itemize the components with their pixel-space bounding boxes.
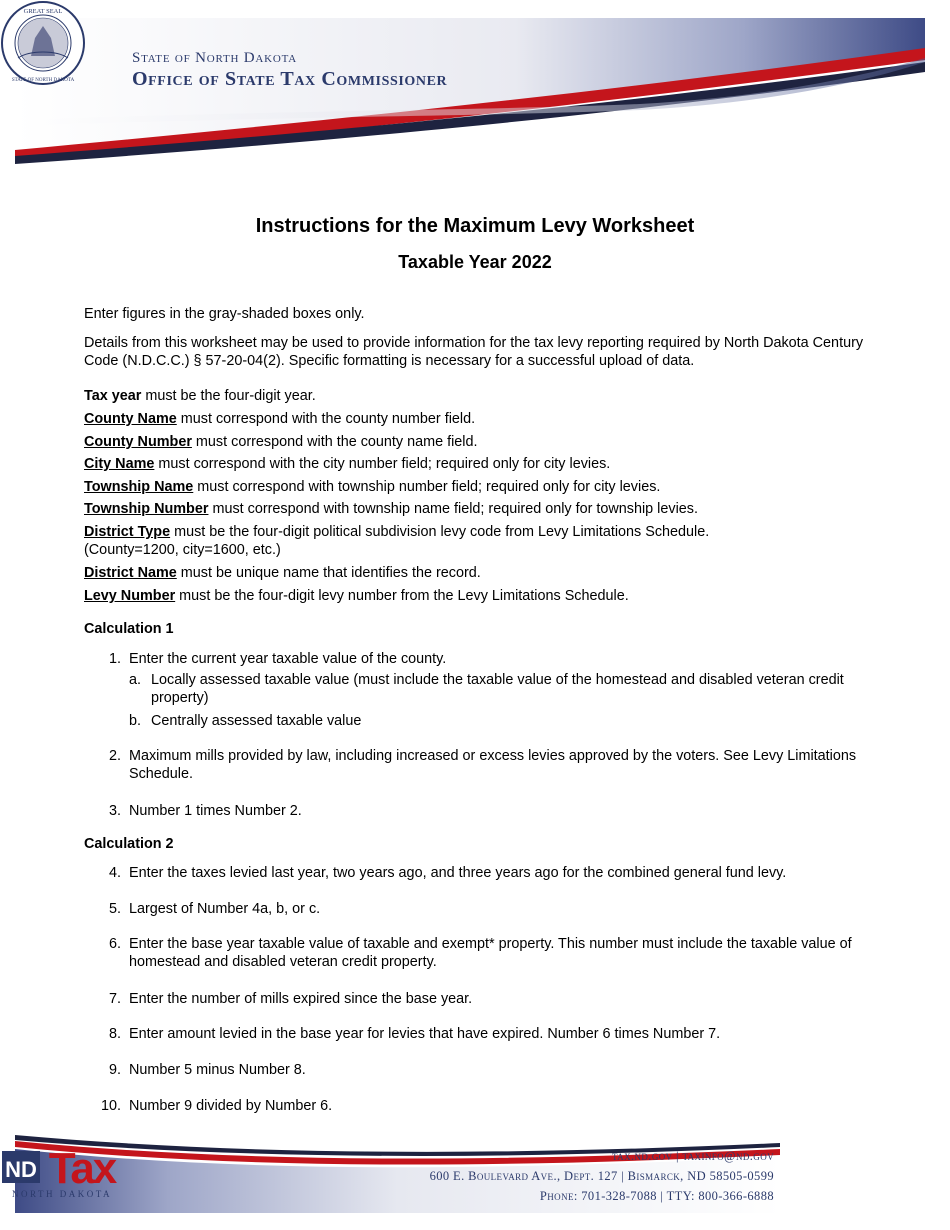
item-text: Enter the current year taxable value of the county. bbox=[129, 651, 447, 667]
field-desc: must correspond with township name field; required only for township levies. bbox=[208, 501, 698, 517]
field-term: District Type bbox=[84, 524, 171, 540]
field-term: County Name bbox=[84, 411, 177, 427]
field-definition bbox=[84, 564, 884, 582]
field-desc: must be the four-digit political subdivision levy code from Levy Limitations Schedule. bbox=[170, 524, 710, 540]
seal-top-text: GREAT SEAL bbox=[23, 8, 63, 15]
item-number: 9. bbox=[108, 1062, 121, 1078]
item-text: Enter the taxes levied last year, two years ago, and three years ago for the combined general fund levy. bbox=[129, 865, 787, 881]
field-term: Township Number bbox=[84, 501, 209, 517]
item-number: 7. bbox=[108, 991, 121, 1007]
field-definition bbox=[84, 455, 884, 473]
field-term: City Name bbox=[84, 456, 155, 472]
sub-item-letter: b. bbox=[129, 713, 142, 729]
field-desc: must correspond with township number field; required only for city levies. bbox=[193, 479, 661, 495]
item-text: Maximum mills provided by law, including increased or excess levies approved by the voters. See Levy Limitations Schedule. bbox=[129, 748, 857, 782]
sub-item-text: Locally assessed taxable value (must include the taxable value of the homestead and disabled veteran credit property) bbox=[151, 672, 844, 706]
state-line: State of North Dakota bbox=[132, 50, 298, 66]
contact-info bbox=[430, 1146, 774, 1206]
field-desc: must correspond with the city number field; required only for city levies. bbox=[154, 456, 611, 472]
item-text: Enter the number of mills expired since the base year. bbox=[129, 991, 473, 1007]
intro-paragraph-1: Enter figures in the gray-shaded boxes only. bbox=[84, 306, 365, 322]
nd-tax-logo bbox=[0, 1135, 125, 1200]
item-number: 1. bbox=[108, 651, 121, 667]
field-desc-note: (County=1200, city=1600, etc.) bbox=[84, 542, 281, 558]
seal-bottom-text: STATE OF NORTH DAKOTA bbox=[11, 78, 75, 83]
field-definition bbox=[84, 410, 884, 428]
sub-item-letter: a. bbox=[129, 672, 142, 688]
field-desc: must correspond with the county name field. bbox=[191, 434, 478, 450]
field-definition bbox=[84, 500, 884, 518]
item-number: 5. bbox=[108, 901, 121, 917]
item-text: Number 5 minus Number 8. bbox=[129, 1062, 306, 1078]
phone-line: Phone: 701-328-7088 | TTY: 800-366-6888 bbox=[539, 1189, 774, 1203]
field-definition bbox=[84, 433, 884, 451]
item-text: Enter amount levied in the base year for levies that have expired. Number 6 times Number 7. bbox=[129, 1026, 721, 1042]
field-term: Tax year bbox=[84, 388, 142, 404]
item-text: Number 9 divided by Number 6. bbox=[129, 1098, 333, 1114]
intro-paragraph-2: Details from this worksheet may be used to provide information for the tax levy reporting required by North Dakota Century Code (N.D.C.C.) § 57-20-04(2). Specific formatting is necessary for a successful upload of data. bbox=[84, 335, 864, 369]
address-line: 600 E. Boulevard Ave., Dept. 127 | Bismarck, ND 58505-0599 bbox=[429, 1169, 774, 1183]
page-footer bbox=[0, 1135, 950, 1230]
item-text: Largest of Number 4a, b, or c. bbox=[129, 901, 321, 917]
document-title: Instructions for the Maximum Levy Worksheet bbox=[255, 215, 695, 237]
item-number: 2. bbox=[108, 748, 121, 764]
office-line: Office of State Tax Commissioner bbox=[132, 68, 448, 90]
field-desc: must be the four-digit year. bbox=[141, 388, 316, 404]
item-number: 6. bbox=[108, 936, 121, 952]
page-header bbox=[0, 0, 950, 175]
item-number: 10. bbox=[100, 1098, 121, 1114]
field-desc: must be the four-digit levy number from the Levy Limitations Schedule. bbox=[175, 588, 629, 604]
logo-tax-text: Tax bbox=[48, 1144, 116, 1193]
field-desc: must be unique name that identifies the record. bbox=[176, 565, 481, 581]
calculation-1-heading: Calculation 1 bbox=[84, 621, 174, 637]
field-term: Township Name bbox=[84, 479, 194, 495]
field-definition bbox=[84, 387, 884, 405]
field-term: County Number bbox=[84, 434, 192, 450]
field-term: Levy Number bbox=[84, 588, 176, 604]
field-term: District Name bbox=[84, 565, 177, 581]
logo-north-dakota-text: NORTH DAKOTA bbox=[12, 1189, 112, 1199]
item-text: Number 1 times Number 2. bbox=[129, 803, 302, 819]
item-text: Enter the base year taxable value of taxable and exempt* property. This number must include the taxable value of homestead and disabled veteran credit property. bbox=[129, 936, 852, 970]
field-definition bbox=[84, 478, 884, 496]
item-number: 4. bbox=[108, 865, 121, 881]
great-seal-icon bbox=[0, 0, 86, 86]
web-email-line: tax.nd.gov | taxinfo@nd.gov bbox=[612, 1149, 774, 1163]
logo-nd-text: ND bbox=[5, 1157, 37, 1182]
calculation-2-heading: Calculation 2 bbox=[84, 836, 174, 852]
field-desc: must correspond with the county number field. bbox=[176, 411, 476, 427]
field-definition bbox=[84, 587, 884, 605]
sub-item-text: Centrally assessed taxable value bbox=[151, 713, 362, 729]
agency-name bbox=[132, 50, 447, 91]
field-definition bbox=[84, 523, 884, 559]
document-subtitle: Taxable Year 2022 bbox=[398, 252, 552, 272]
item-number: 3. bbox=[108, 803, 121, 819]
item-number: 8. bbox=[108, 1026, 121, 1042]
